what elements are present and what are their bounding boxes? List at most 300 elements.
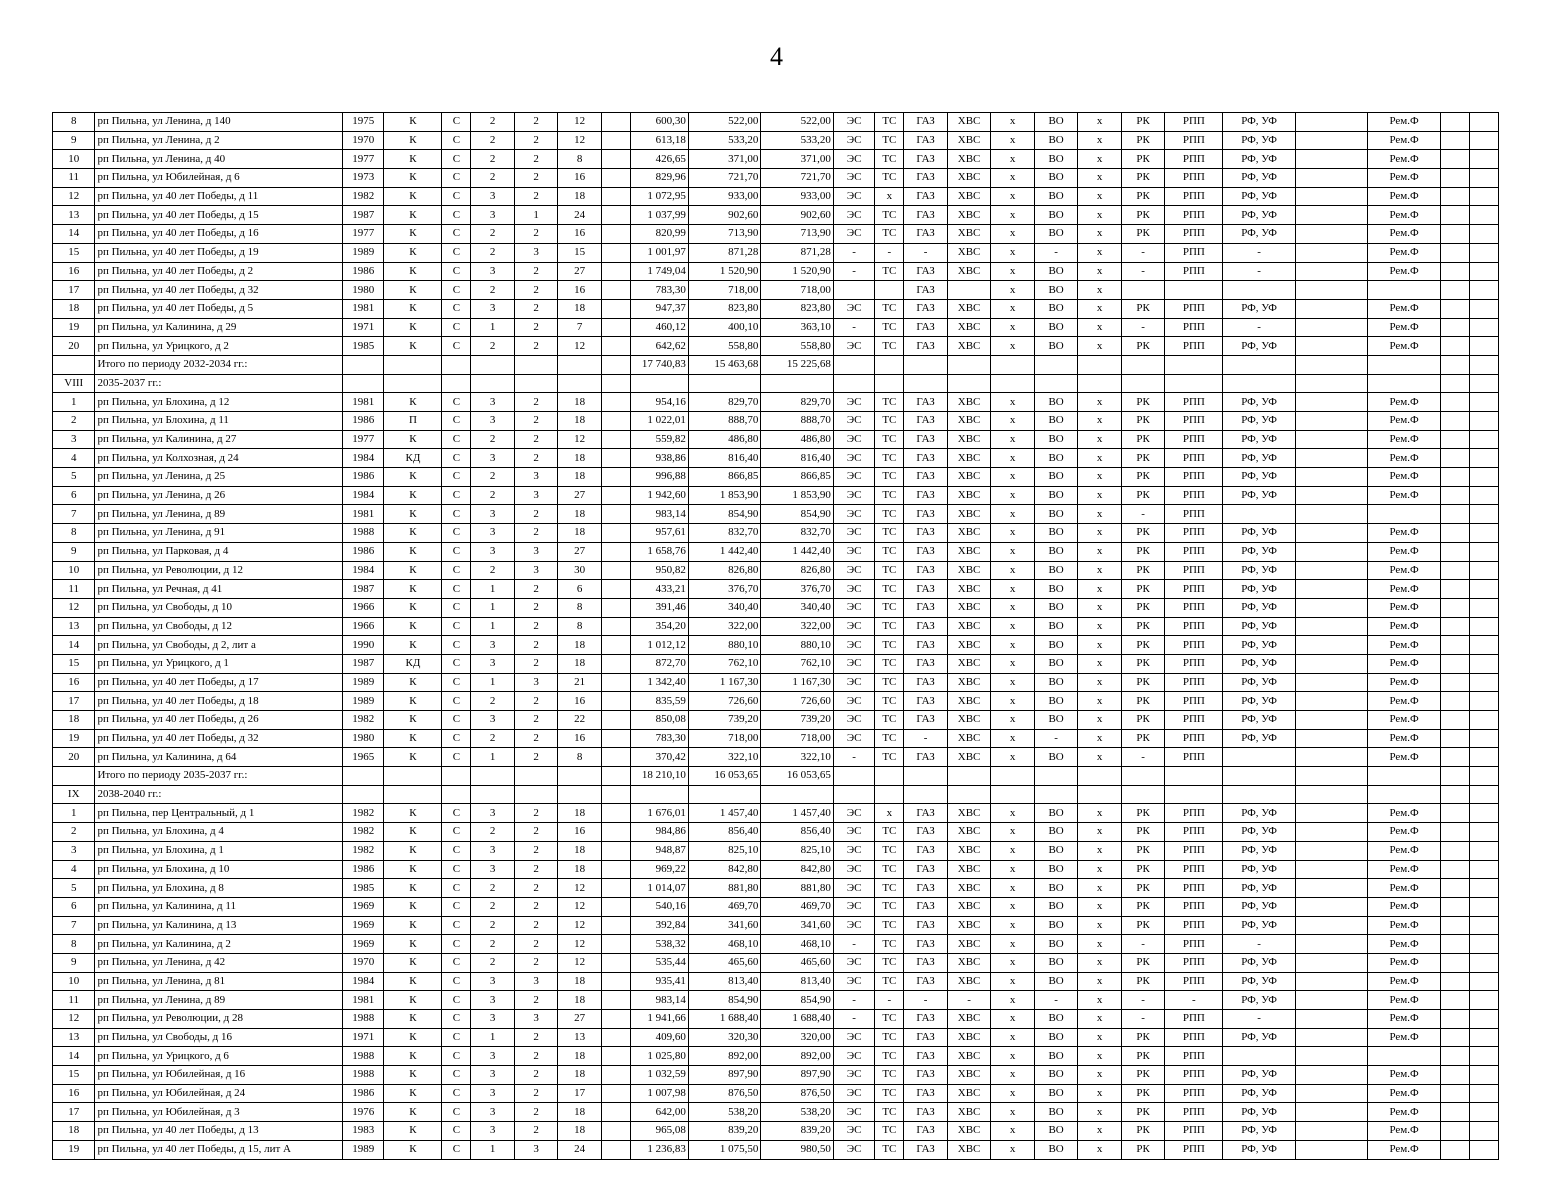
living-area-cell: 320,30	[688, 1028, 761, 1047]
residential-area-cell: 376,70	[761, 580, 834, 599]
year-cell: 1984	[343, 972, 384, 991]
roof-type-cell: С	[442, 1140, 471, 1159]
heating-cell: -	[875, 243, 904, 262]
apartments-cell: 18	[558, 412, 602, 431]
blank-cell	[1440, 1010, 1469, 1029]
blank-cell	[601, 785, 630, 804]
year-cell: 1986	[343, 542, 384, 561]
hot-water-cell: х	[991, 1140, 1035, 1159]
fund-cell: Рем.Ф	[1368, 150, 1441, 169]
total-area-cell: 996,88	[630, 468, 688, 487]
table-row	[53, 169, 1499, 188]
power-cell: ЭС	[833, 225, 874, 244]
fund-cell: Рем.Ф	[1368, 654, 1441, 673]
table-row	[53, 804, 1499, 823]
wall-material-cell: К	[384, 113, 442, 132]
floors-cell: 2	[471, 281, 515, 300]
blank-cell	[1440, 1084, 1469, 1103]
spacer-cell	[601, 879, 630, 898]
cold-water-cell: ХВС	[947, 243, 991, 262]
hot-water-cell: х	[991, 897, 1035, 916]
fund-cell: Рем.Ф	[1368, 542, 1441, 561]
cold-water-cell: ХВС	[947, 617, 991, 636]
spacer-cell	[601, 617, 630, 636]
roof-repair-cell: РК	[1121, 542, 1165, 561]
power-cell: ЭС	[833, 654, 874, 673]
blank-cell	[1440, 916, 1469, 935]
hot-water-cell: х	[991, 711, 1035, 730]
apartments-cell: 16	[558, 823, 602, 842]
wall-material-cell: К	[384, 1066, 442, 1085]
table-row	[53, 1122, 1499, 1141]
fund-cell: Рем.Ф	[1368, 449, 1441, 468]
fund-cell: Рем.Ф	[1368, 225, 1441, 244]
blank-cell	[1469, 860, 1498, 879]
extra-cell	[1295, 729, 1368, 748]
facade-repair-cell	[1223, 281, 1296, 300]
table-row	[53, 542, 1499, 561]
flag-cell: х	[1078, 897, 1122, 916]
extra-cell	[1295, 225, 1368, 244]
total-area-cell: 1 658,76	[630, 542, 688, 561]
facade-repair-cell: РФ, УФ	[1223, 1028, 1296, 1047]
gas-cell: ГАЗ	[904, 897, 948, 916]
blank-cell	[1469, 823, 1498, 842]
basement-repair-cell: РПП	[1165, 505, 1223, 524]
roof-type-cell: С	[442, 1010, 471, 1029]
year-cell: 1982	[343, 711, 384, 730]
apartments-cell: 16	[558, 729, 602, 748]
entrances-cell: 3	[514, 561, 558, 580]
facade-repair-cell: РФ, УФ	[1223, 1103, 1296, 1122]
roof-type-cell: С	[442, 879, 471, 898]
wall-material-cell: К	[384, 187, 442, 206]
power-cell: ЭС	[833, 972, 874, 991]
heating-cell: ТС	[875, 524, 904, 543]
residential-area-cell: 826,80	[761, 561, 834, 580]
hot-water-cell: х	[991, 1103, 1035, 1122]
period-total-value: 16 053,65	[761, 767, 834, 786]
row-number: 19	[53, 1140, 95, 1159]
roof-type-cell: С	[442, 468, 471, 487]
drainage-cell: ВО	[1034, 636, 1078, 655]
power-cell: ЭС	[833, 617, 874, 636]
cold-water-cell: ХВС	[947, 748, 991, 767]
total-area-cell: 783,30	[630, 281, 688, 300]
apartments-cell: 18	[558, 505, 602, 524]
floors-cell: 3	[471, 449, 515, 468]
roof-type-cell: С	[442, 841, 471, 860]
gas-cell: ГАЗ	[904, 617, 948, 636]
period-total-value: 15 225,68	[761, 355, 834, 374]
facade-repair-cell: РФ, УФ	[1223, 823, 1296, 842]
floors-cell: 3	[471, 187, 515, 206]
address-cell: рп Пильна, ул Калинина, д 2	[95, 935, 343, 954]
basement-repair-cell: РПП	[1165, 748, 1223, 767]
apartments-cell: 8	[558, 748, 602, 767]
power-cell: ЭС	[833, 916, 874, 935]
floors-cell: 3	[471, 841, 515, 860]
row-number: 12	[53, 598, 95, 617]
entrances-cell: 2	[514, 393, 558, 412]
year-cell: 1971	[343, 1028, 384, 1047]
blank-cell	[1165, 767, 1223, 786]
blank-cell	[1034, 355, 1078, 374]
living-area-cell: 866,85	[688, 468, 761, 487]
wall-material-cell: К	[384, 897, 442, 916]
facade-repair-cell: РФ, УФ	[1223, 113, 1296, 132]
year-cell: 1980	[343, 281, 384, 300]
hot-water-cell: х	[991, 299, 1035, 318]
drainage-cell: ВО	[1034, 262, 1078, 281]
living-area-cell: 341,60	[688, 916, 761, 935]
extra-cell	[1295, 711, 1368, 730]
heating-cell: ТС	[875, 598, 904, 617]
roof-repair-cell: РК	[1121, 299, 1165, 318]
spacer-cell	[601, 972, 630, 991]
table-row	[53, 337, 1499, 356]
basement-repair-cell: РПП	[1165, 711, 1223, 730]
extra-cell	[1295, 1028, 1368, 1047]
heating-cell: ТС	[875, 580, 904, 599]
total-area-cell: 950,82	[630, 561, 688, 580]
entrances-cell: 3	[514, 1140, 558, 1159]
drainage-cell: ВО	[1034, 692, 1078, 711]
heating-cell: ТС	[875, 860, 904, 879]
gas-cell: ГАЗ	[904, 580, 948, 599]
floors-cell: 2	[471, 897, 515, 916]
row-number: 16	[53, 1084, 95, 1103]
apartments-cell: 24	[558, 1140, 602, 1159]
hot-water-cell: х	[991, 916, 1035, 935]
table-row	[53, 505, 1499, 524]
flag-cell: х	[1078, 935, 1122, 954]
blank-cell	[1469, 131, 1498, 150]
wall-material-cell: К	[384, 1010, 442, 1029]
apartments-cell: 12	[558, 935, 602, 954]
blank-cell	[558, 374, 602, 393]
blank-cell	[688, 785, 761, 804]
blank-cell	[1440, 412, 1469, 431]
living-area-cell: 1 520,90	[688, 262, 761, 281]
facade-repair-cell: РФ, УФ	[1223, 991, 1296, 1010]
drainage-cell: -	[1034, 243, 1078, 262]
blank-cell	[514, 374, 558, 393]
extra-cell	[1295, 1103, 1368, 1122]
extra-cell	[1295, 1140, 1368, 1159]
row-number: 10	[53, 150, 95, 169]
roof-type-cell: С	[442, 486, 471, 505]
facade-repair-cell	[1223, 1047, 1296, 1066]
gas-cell: ГАЗ	[904, 131, 948, 150]
living-area-cell: 902,60	[688, 206, 761, 225]
entrances-cell: 3	[514, 972, 558, 991]
address-cell: рп Пильна, ул 40 лет Победы, д 13	[95, 1122, 343, 1141]
blank-cell	[1469, 1028, 1498, 1047]
drainage-cell: ВО	[1034, 916, 1078, 935]
address-cell: рп Пильна, ул Юбилейная, д 3	[95, 1103, 343, 1122]
entrances-cell: 2	[514, 580, 558, 599]
facade-repair-cell: РФ, УФ	[1223, 206, 1296, 225]
flag-cell: х	[1078, 916, 1122, 935]
heating-cell: ТС	[875, 897, 904, 916]
drainage-cell: ВО	[1034, 860, 1078, 879]
flag-cell: х	[1078, 953, 1122, 972]
row-number: 17	[53, 692, 95, 711]
extra-cell	[1295, 542, 1368, 561]
residential-area-cell: 823,80	[761, 299, 834, 318]
fund-cell	[1368, 1047, 1441, 1066]
fund-cell: Рем.Ф	[1368, 729, 1441, 748]
floors-cell: 3	[471, 991, 515, 1010]
fund-cell: Рем.Ф	[1368, 430, 1441, 449]
wall-material-cell: К	[384, 243, 442, 262]
roof-type-cell: С	[442, 542, 471, 561]
blank-cell	[1469, 262, 1498, 281]
blank-cell	[1469, 1084, 1498, 1103]
period-section-row	[53, 785, 1499, 804]
row-number: 18	[53, 711, 95, 730]
year-cell: 1986	[343, 1084, 384, 1103]
cold-water-cell: ХВС	[947, 150, 991, 169]
wall-material-cell: К	[384, 673, 442, 692]
residential-area-cell: 721,70	[761, 169, 834, 188]
facade-repair-cell: РФ, УФ	[1223, 860, 1296, 879]
living-area-cell: 888,70	[688, 412, 761, 431]
blank-cell	[1440, 767, 1469, 786]
table-row	[53, 299, 1499, 318]
drainage-cell: ВО	[1034, 1140, 1078, 1159]
year-cell: 1987	[343, 580, 384, 599]
floors-cell: 2	[471, 823, 515, 842]
drainage-cell: ВО	[1034, 393, 1078, 412]
row-number: 17	[53, 1103, 95, 1122]
roof-repair-cell: РК	[1121, 337, 1165, 356]
apartments-cell: 18	[558, 654, 602, 673]
roof-repair-cell: РК	[1121, 841, 1165, 860]
period-total-value: 18 210,10	[630, 767, 688, 786]
residential-area-cell: 713,90	[761, 225, 834, 244]
extra-cell	[1295, 673, 1368, 692]
spacer-cell	[601, 299, 630, 318]
extra-cell	[1295, 318, 1368, 337]
flag-cell: х	[1078, 673, 1122, 692]
extra-cell	[1295, 972, 1368, 991]
blank-cell	[558, 767, 602, 786]
blank-cell	[1469, 299, 1498, 318]
roof-type-cell: С	[442, 318, 471, 337]
blank-cell	[1469, 169, 1498, 188]
roof-repair-cell: РК	[1121, 916, 1165, 935]
table-row	[53, 131, 1499, 150]
extra-cell	[1295, 654, 1368, 673]
floors-cell: 2	[471, 430, 515, 449]
total-area-cell: 535,44	[630, 953, 688, 972]
floors-cell: 2	[471, 131, 515, 150]
fund-cell: Рем.Ф	[1368, 486, 1441, 505]
row-number: 13	[53, 1028, 95, 1047]
power-cell: ЭС	[833, 598, 874, 617]
cold-water-cell: ХВС	[947, 636, 991, 655]
address-cell: рп Пильна, ул Урицкого, д 6	[95, 1047, 343, 1066]
floors-cell: 3	[471, 505, 515, 524]
roof-type-cell: С	[442, 225, 471, 244]
entrances-cell: 3	[514, 542, 558, 561]
blank-cell	[1469, 505, 1498, 524]
address-cell: рп Пильна, ул 40 лет Победы, д 32	[95, 729, 343, 748]
cold-water-cell: ХВС	[947, 1084, 991, 1103]
drainage-cell: ВО	[1034, 580, 1078, 599]
extra-cell	[1295, 505, 1368, 524]
total-area-cell: 1 001,97	[630, 243, 688, 262]
cold-water-cell	[947, 281, 991, 300]
residential-area-cell: 465,60	[761, 953, 834, 972]
basement-repair-cell: РПП	[1165, 729, 1223, 748]
facade-repair-cell: РФ, УФ	[1223, 393, 1296, 412]
hot-water-cell: х	[991, 524, 1035, 543]
roof-repair-cell: РК	[1121, 225, 1165, 244]
row-number: 16	[53, 262, 95, 281]
cold-water-cell: ХВС	[947, 673, 991, 692]
spacer-cell	[601, 169, 630, 188]
blank-cell	[1469, 150, 1498, 169]
spacer-cell	[601, 804, 630, 823]
roof-repair-cell: РК	[1121, 804, 1165, 823]
heating-cell: ТС	[875, 916, 904, 935]
cold-water-cell: ХВС	[947, 598, 991, 617]
drainage-cell: ВО	[1034, 804, 1078, 823]
year-cell: 1977	[343, 150, 384, 169]
roof-type-cell: С	[442, 972, 471, 991]
fund-cell: Рем.Ф	[1368, 524, 1441, 543]
living-area-cell: 1 075,50	[688, 1140, 761, 1159]
gas-cell: ГАЗ	[904, 318, 948, 337]
entrances-cell: 2	[514, 262, 558, 281]
blank-cell	[1440, 841, 1469, 860]
apartments-cell: 18	[558, 860, 602, 879]
cold-water-cell: ХВС	[947, 580, 991, 599]
living-area-cell: 823,80	[688, 299, 761, 318]
blank-cell	[1223, 374, 1296, 393]
power-cell: -	[833, 991, 874, 1010]
floors-cell: 2	[471, 916, 515, 935]
blank-cell	[1469, 953, 1498, 972]
row-number: 9	[53, 953, 95, 972]
wall-material-cell: К	[384, 580, 442, 599]
fund-cell: Рем.Ф	[1368, 468, 1441, 487]
roof-type-cell: С	[442, 169, 471, 188]
facade-repair-cell: -	[1223, 243, 1296, 262]
gas-cell: ГАЗ	[904, 879, 948, 898]
hot-water-cell: х	[991, 150, 1035, 169]
fund-cell: Рем.Ф	[1368, 897, 1441, 916]
living-area-cell: 1 457,40	[688, 804, 761, 823]
hot-water-cell: х	[991, 187, 1035, 206]
drainage-cell: ВО	[1034, 823, 1078, 842]
blank-cell	[1469, 187, 1498, 206]
residential-area-cell: 468,10	[761, 935, 834, 954]
row-number: 14	[53, 636, 95, 655]
year-cell: 1983	[343, 1122, 384, 1141]
period-total-row	[53, 767, 1499, 786]
cold-water-cell: ХВС	[947, 206, 991, 225]
flag-cell: х	[1078, 150, 1122, 169]
facade-repair-cell: РФ, УФ	[1223, 879, 1296, 898]
living-area-cell: 813,40	[688, 972, 761, 991]
entrances-cell: 2	[514, 337, 558, 356]
wall-material-cell: К	[384, 281, 442, 300]
flag-cell: х	[1078, 262, 1122, 281]
address-cell: рп Пильна, ул 40 лет Победы, д 15, лит А	[95, 1140, 343, 1159]
blank-cell	[1223, 767, 1296, 786]
address-cell: рп Пильна, ул 40 лет Победы, д 17	[95, 673, 343, 692]
fund-cell: Рем.Ф	[1368, 262, 1441, 281]
spacer-cell	[601, 486, 630, 505]
basement-repair-cell: -	[1165, 991, 1223, 1010]
entrances-cell: 3	[514, 468, 558, 487]
extra-cell	[1295, 262, 1368, 281]
flag-cell: х	[1078, 131, 1122, 150]
gas-cell: ГАЗ	[904, 598, 948, 617]
drainage-cell: ВО	[1034, 412, 1078, 431]
entrances-cell: 2	[514, 299, 558, 318]
roof-repair-cell: -	[1121, 748, 1165, 767]
blank-cell	[471, 355, 515, 374]
wall-material-cell: К	[384, 542, 442, 561]
total-area-cell: 433,21	[630, 580, 688, 599]
fund-cell: Рем.Ф	[1368, 598, 1441, 617]
floors-cell: 3	[471, 1122, 515, 1141]
address-cell: рп Пильна, ул Ленина, д 26	[95, 486, 343, 505]
spacer-cell	[601, 430, 630, 449]
blank-cell	[1440, 542, 1469, 561]
spacer-cell	[601, 1066, 630, 1085]
address-cell: рп Пильна, ул 40 лет Победы, д 2	[95, 262, 343, 281]
cold-water-cell: ХВС	[947, 1047, 991, 1066]
heating-cell: ТС	[875, 617, 904, 636]
blank-cell	[1440, 113, 1469, 132]
table-row	[53, 673, 1499, 692]
basement-repair-cell: РПП	[1165, 617, 1223, 636]
residential-area-cell: 1 520,90	[761, 262, 834, 281]
hot-water-cell: х	[991, 991, 1035, 1010]
extra-cell	[1295, 206, 1368, 225]
address-cell: рп Пильна, ул Юбилейная, д 6	[95, 169, 343, 188]
fund-cell: Рем.Ф	[1368, 673, 1441, 692]
cold-water-cell: ХВС	[947, 262, 991, 281]
wall-material-cell: К	[384, 561, 442, 580]
blank-cell	[1440, 430, 1469, 449]
row-number: 6	[53, 486, 95, 505]
blank-cell	[1078, 767, 1122, 786]
spacer-cell	[601, 468, 630, 487]
heating-cell: ТС	[875, 1066, 904, 1085]
roof-type-cell: С	[442, 449, 471, 468]
row-number: 11	[53, 580, 95, 599]
basement-repair-cell: РПП	[1165, 113, 1223, 132]
blank-cell	[1469, 412, 1498, 431]
blank-cell	[1440, 1066, 1469, 1085]
facade-repair-cell: РФ, УФ	[1223, 598, 1296, 617]
table-row	[53, 729, 1499, 748]
roof-type-cell: С	[442, 206, 471, 225]
blank-cell	[1440, 972, 1469, 991]
roof-type-cell: С	[442, 916, 471, 935]
power-cell: ЭС	[833, 206, 874, 225]
fund-cell: Рем.Ф	[1368, 169, 1441, 188]
year-cell: 1976	[343, 1103, 384, 1122]
power-cell: ЭС	[833, 673, 874, 692]
